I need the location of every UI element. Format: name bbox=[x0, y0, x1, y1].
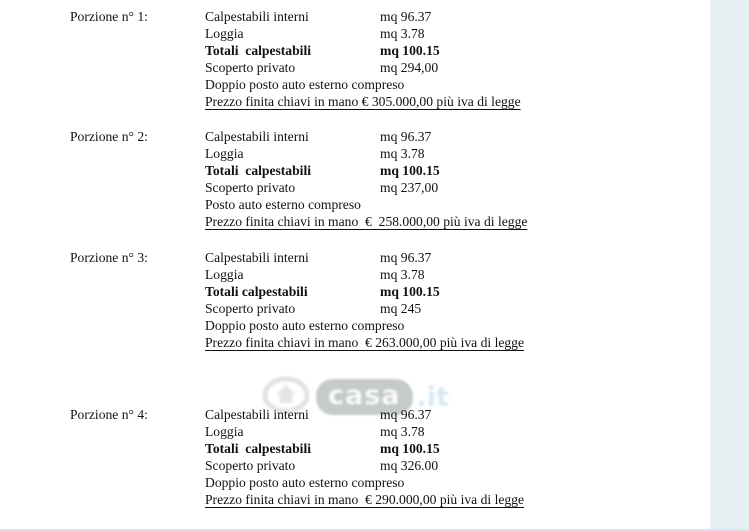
totals-row bbox=[205, 42, 690, 59]
totals-row bbox=[205, 283, 690, 300]
porzione-section-4 bbox=[70, 406, 690, 508]
measure-label: Totali calpestabili bbox=[205, 441, 311, 456]
measure-value: mq 100.15 bbox=[380, 441, 440, 456]
measure-row bbox=[205, 128, 690, 145]
it-logo-text: .it bbox=[416, 381, 449, 413]
measure-value: mq 3.78 bbox=[380, 267, 425, 282]
measure-value: mq 100.15 bbox=[380, 163, 440, 178]
porzione-section-3 bbox=[70, 249, 690, 351]
porzione-section-2 bbox=[70, 128, 690, 230]
measure-label: Calpestabili interni bbox=[205, 250, 309, 265]
measure-row bbox=[205, 25, 690, 42]
parking-note: Posto auto esterno compreso bbox=[205, 197, 361, 212]
parking-note: Doppio posto auto esterno compreso bbox=[205, 475, 405, 490]
measure-row bbox=[205, 266, 690, 283]
measure-row bbox=[205, 300, 690, 317]
measure-label: Scoperto privato bbox=[205, 60, 296, 75]
totals-row bbox=[205, 440, 690, 457]
porzione-label: Porzione n° 2: bbox=[70, 129, 148, 144]
measure-label: Scoperto privato bbox=[205, 458, 296, 473]
measure-label: Loggia bbox=[205, 146, 244, 161]
price-line: Prezzo finita chiavi in mano € 263.000,00 più iva di legge bbox=[205, 335, 525, 350]
measure-value: mq 237,00 bbox=[380, 180, 439, 195]
measure-row bbox=[205, 59, 690, 76]
measure-label: Calpestabili interni bbox=[205, 129, 309, 144]
porzione-label: Porzione n° 1: bbox=[70, 9, 148, 24]
measure-row bbox=[205, 423, 690, 440]
measure-value: mq 3.78 bbox=[380, 424, 425, 439]
measure-label: Scoperto privato bbox=[205, 301, 296, 316]
measure-label: Totali calpestabili bbox=[205, 43, 311, 58]
measure-value: mq 326.00 bbox=[380, 458, 439, 473]
measure-label: Calpestabili interni bbox=[205, 9, 309, 24]
measure-value: mq 294,00 bbox=[380, 60, 439, 75]
measure-value: mq 100.15 bbox=[380, 284, 440, 299]
right-edge-strip bbox=[710, 0, 749, 531]
measure-row bbox=[205, 145, 690, 162]
parking-note: Doppio posto auto esterno compreso bbox=[205, 318, 405, 333]
measure-label: Loggia bbox=[205, 424, 244, 439]
measure-value: mq 100.15 bbox=[380, 43, 440, 58]
measure-label: Totali calpestabili bbox=[205, 284, 308, 299]
parking-note: Doppio posto auto esterno compreso bbox=[205, 77, 405, 92]
porzione-label: Porzione n° 4: bbox=[70, 407, 148, 422]
price-line: Prezzo finita chiavi in mano € 258.000,00 più iva di legge bbox=[205, 214, 528, 229]
measure-value: mq 96.37 bbox=[380, 9, 432, 24]
price-line: Prezzo finita chiavi in mano € 305.000,00 più iva di legge bbox=[205, 94, 521, 109]
measure-value: mq 96.37 bbox=[380, 407, 432, 422]
casa-logo-text: casa bbox=[316, 379, 413, 415]
measure-value: mq 245 bbox=[380, 301, 422, 316]
measure-value: mq 3.78 bbox=[380, 146, 425, 161]
measure-value: mq 96.37 bbox=[380, 129, 432, 144]
measure-label: Loggia bbox=[205, 267, 244, 282]
measure-row bbox=[205, 8, 690, 25]
measure-row bbox=[205, 249, 690, 266]
measure-row bbox=[205, 179, 690, 196]
measure-row bbox=[205, 457, 690, 474]
measure-label: Loggia bbox=[205, 26, 244, 41]
measure-label: Totali calpestabili bbox=[205, 163, 311, 178]
measure-label: Calpestabili interni bbox=[205, 407, 309, 422]
measure-row bbox=[205, 406, 690, 423]
price-line: Prezzo finita chiavi in mano € 290.000,00 più iva di legge bbox=[205, 492, 525, 507]
porzione-label: Porzione n° 3: bbox=[70, 250, 148, 265]
totals-row bbox=[205, 162, 690, 179]
porzione-section-1 bbox=[70, 8, 690, 110]
measure-label: Scoperto privato bbox=[205, 180, 296, 195]
measure-value: mq 3.78 bbox=[380, 26, 425, 41]
measure-value: mq 96.37 bbox=[380, 250, 432, 265]
